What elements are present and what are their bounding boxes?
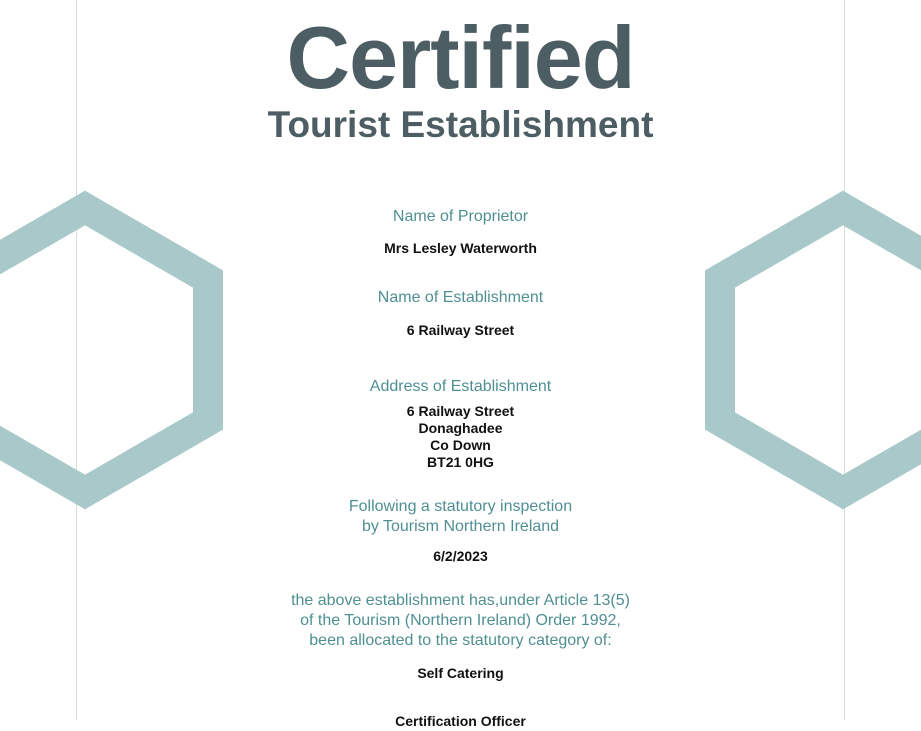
address-line: Co Down [430, 437, 491, 453]
article-text-line: the above establishment has,under Article 13(5) [291, 592, 630, 609]
address-line: 6 Railway Street [406, 403, 515, 419]
hexagon-mark [721, 347, 724, 359]
address-line: BT21 0HG [427, 454, 494, 470]
proprietor-value: Mrs Lesley Waterworth [384, 240, 537, 256]
certificate-subtitle: Tourist Establishment [267, 104, 654, 145]
category-value: Self Catering [417, 665, 504, 681]
establishment-value: 6 Railway Street [406, 322, 515, 338]
address-line: Donaghadee [418, 420, 503, 436]
certificate-title: Certified [286, 8, 635, 107]
certification-officer-label: Certification Officer [395, 713, 526, 729]
address-label: Address of Establishment [369, 378, 552, 395]
article-text-line: been allocated to the statutory category of: [309, 632, 612, 649]
inspection-date: 6/2/2023 [433, 548, 488, 564]
article-text-line: of the Tourism (Northern Ireland) Order 1992, [300, 612, 621, 629]
establishment-label: Name of Establishment [377, 289, 544, 306]
proprietor-label: Name of Proprietor [392, 208, 529, 225]
inspection-text-line: by Tourism Northern Ireland [361, 518, 560, 535]
inspection-text-line: Following a statutory inspection [348, 498, 573, 515]
